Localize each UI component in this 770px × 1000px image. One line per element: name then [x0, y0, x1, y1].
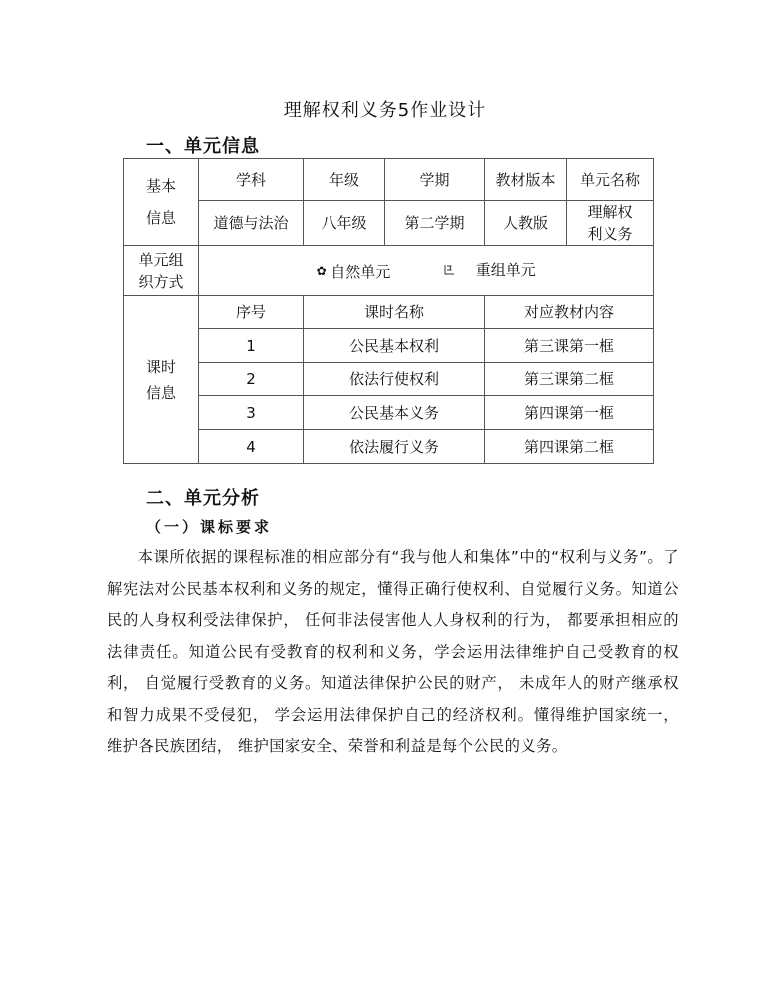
header-grade: 年级	[304, 159, 385, 201]
curriculum-paragraph	[107, 542, 679, 763]
checkbox-icon	[444, 264, 455, 275]
table-row	[124, 363, 654, 396]
org-label-cell	[124, 246, 199, 296]
header-unit-name: 单元名称	[567, 159, 654, 201]
org-label-line1: 单元组	[138, 250, 184, 269]
lesson-name: 依法行使权利	[304, 363, 485, 396]
table-row	[124, 329, 654, 363]
basic-info-label-cell	[124, 159, 199, 246]
section-heading-unit-analysis: 二、单元分析	[146, 488, 260, 509]
paragraph-text: 本课所依据的课程标准的相应部分有“我与他人和集体”中的“权利与义务”。了解宪法对公民基本权利和义务的规定，懂得正确行使权利、自觉履行义务。知道公民的人身权利受法律保护， 任何非法侵害他人人身权利的行为， 都要承担相应的法律责任。知道公民有受教育的权利和义务，学会运用法律维护自己受教育的权利， 自觉履行受教育的义务。知道法律保护公民的财产， 未成年人的财产继承权和智力成果不受侵犯， 学会运用法律保护自己的经济权利。懂得维护国家统一， 维护各民族团结， 维护国家安全、荣誉和利益是每个公民的义务。	[107, 548, 679, 755]
table-row	[124, 430, 654, 464]
value-unit-name	[567, 201, 654, 246]
lesson-header-no: 序号	[199, 296, 304, 329]
basic-info-label-line1: 基本	[145, 177, 176, 195]
section-heading-unit-info: 一、单元信息	[146, 136, 260, 157]
header-textbook-version: 教材版本	[485, 159, 567, 201]
basic-info-label-line2: 信息	[145, 209, 176, 227]
lesson-content: 第三课第二框	[485, 363, 654, 396]
value-semester: 第二学期	[385, 201, 485, 246]
lesson-name: 依法履行义务	[304, 430, 485, 464]
lesson-no: 1	[199, 329, 304, 363]
lesson-no: 2	[199, 363, 304, 396]
lesson-content: 第三课第一框	[485, 329, 654, 363]
option-regroup-unit-label: 重组单元	[475, 260, 536, 279]
value-textbook-version: 人教版	[485, 201, 567, 246]
lesson-info-label-cell	[124, 296, 199, 464]
option-regroup-unit[interactable]	[444, 259, 536, 281]
value-subject: 道德与法治	[199, 201, 304, 246]
header-semester: 学期	[385, 159, 485, 201]
lesson-name: 公民基本义务	[304, 396, 485, 430]
lesson-content: 第四课第二框	[485, 430, 654, 464]
document-title: 理解权利义务5作业设计	[283, 100, 487, 121]
lesson-info-label-line2: 信息	[145, 383, 176, 402]
table-row	[124, 396, 654, 430]
org-options-cell	[199, 246, 654, 296]
unit-name-line1: 理解权	[587, 203, 633, 221]
org-label-line2: 织方式	[138, 272, 184, 291]
header-subject: 学科	[199, 159, 304, 201]
option-natural-unit-label: 自然单元	[330, 262, 391, 281]
subsection-heading-curriculum: （一）课标要求	[146, 518, 273, 536]
lesson-name: 公民基本权利	[304, 329, 485, 363]
lesson-no: 4	[199, 430, 304, 464]
gear-checkbox-icon: ✿	[316, 264, 327, 278]
unit-name-line2: 利义务	[587, 225, 633, 243]
lesson-header-name: 课时名称	[304, 296, 485, 329]
lesson-content: 第四课第一框	[485, 396, 654, 430]
lesson-header-content: 对应教材内容	[485, 296, 654, 329]
value-grade: 八年级	[304, 201, 385, 246]
lesson-no: 3	[199, 396, 304, 430]
option-natural-unit[interactable]	[316, 261, 390, 283]
lesson-info-label-line1: 课时	[145, 357, 176, 376]
unit-info-table	[123, 158, 654, 464]
